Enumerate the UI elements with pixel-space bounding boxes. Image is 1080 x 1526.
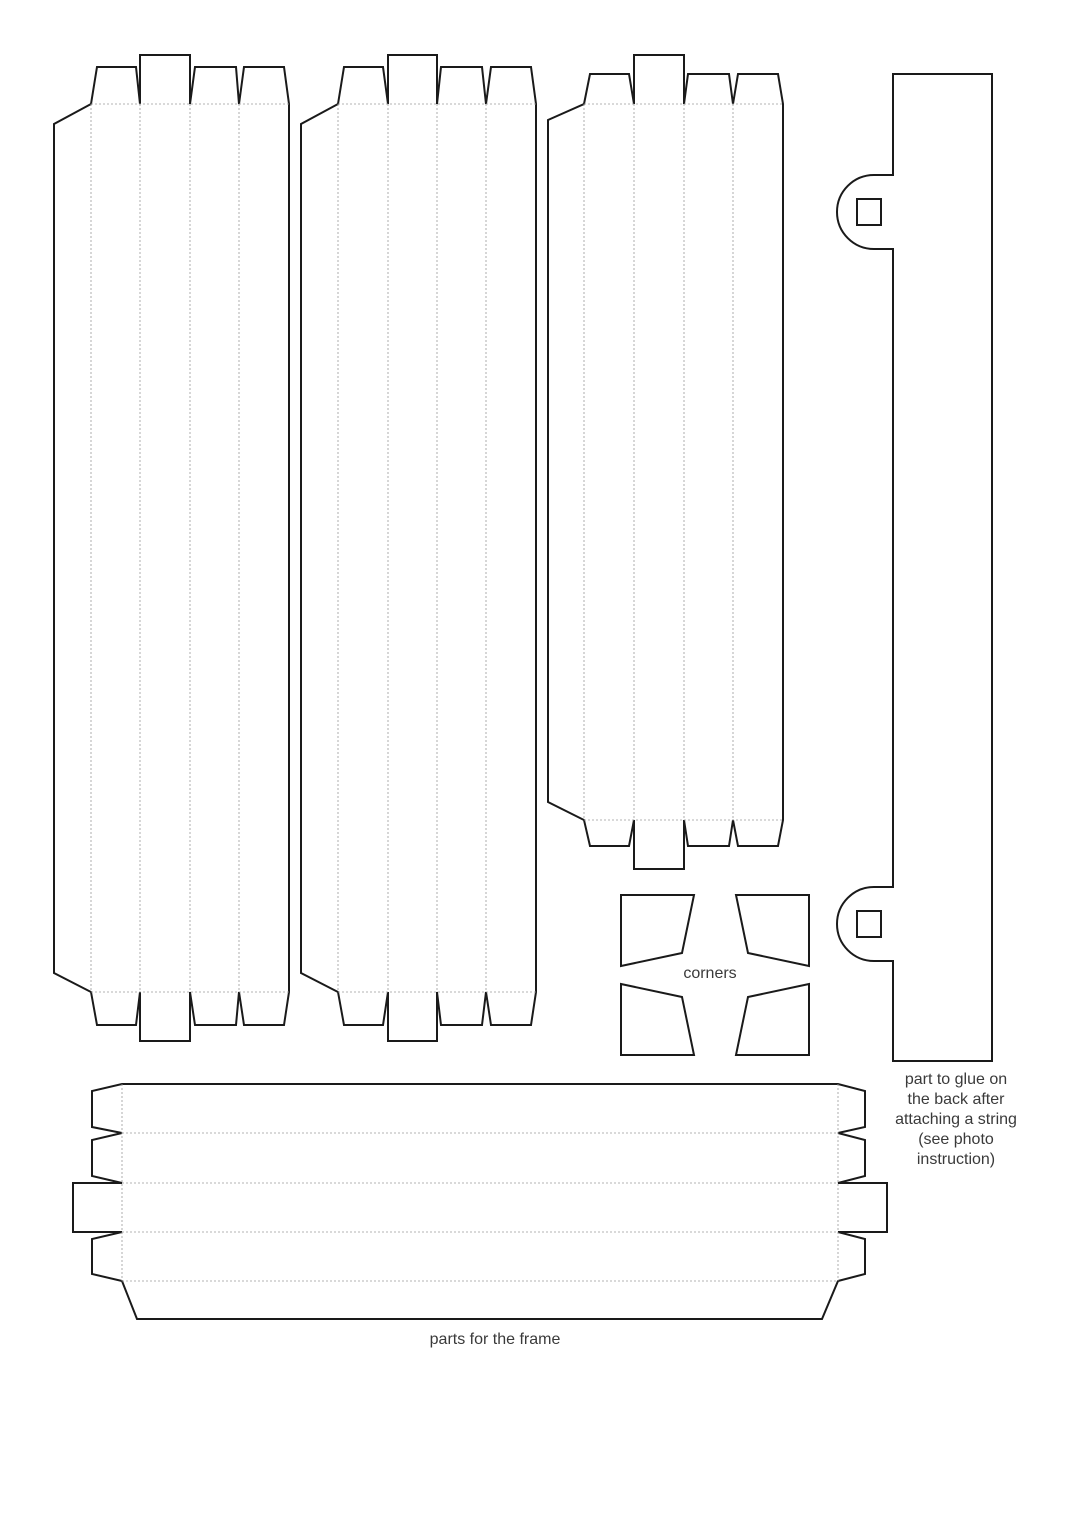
glue-part-label-line: attaching a string bbox=[895, 1111, 1017, 1128]
corner-piece-top-left bbox=[621, 895, 694, 966]
corner-piece-bottom-left bbox=[621, 984, 694, 1055]
string-hole-top bbox=[857, 199, 881, 225]
corners-label: corners bbox=[683, 965, 737, 982]
back-hanger-part bbox=[837, 74, 992, 1061]
frame-strip-2 bbox=[301, 55, 536, 1041]
corner-piece-bottom-right bbox=[736, 984, 809, 1055]
frame-strip-3 bbox=[548, 55, 783, 869]
glue-part-label-line: instruction) bbox=[916, 1151, 996, 1168]
corner-piece-top-right bbox=[736, 895, 809, 966]
frame-strip-1 bbox=[54, 55, 289, 1041]
glue-part-label-line: the back after bbox=[907, 1091, 1005, 1108]
glue-part-label bbox=[871, 1070, 1041, 1170]
glue-part-label-line: part to glue on bbox=[904, 1071, 1008, 1088]
frame-parts-label: parts for the frame bbox=[429, 1331, 561, 1348]
frame-strip-horizontal bbox=[73, 1084, 887, 1319]
glue-part-label-line: (see photo bbox=[918, 1131, 994, 1148]
string-hole-bottom bbox=[857, 911, 881, 937]
